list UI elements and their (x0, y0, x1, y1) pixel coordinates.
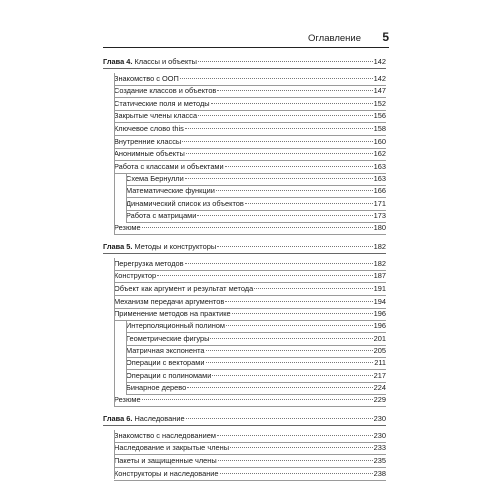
toc-section-entry (114, 296, 386, 308)
toc-guide-line (114, 73, 115, 235)
dot-leader (217, 89, 372, 91)
toc-entry-title (114, 148, 185, 160)
toc-entry-text: Бинарное дерево (126, 382, 187, 392)
toc-entry-text: Конструктор (114, 271, 157, 281)
dot-leader (187, 386, 372, 388)
toc-page-number: 196 (373, 321, 386, 331)
toc-entry-title (114, 222, 141, 234)
toc-separator-line (103, 425, 386, 426)
dot-leader (185, 127, 373, 129)
header-title: Оглавление (308, 33, 361, 44)
toc-subsection-entry (126, 173, 386, 185)
toc-entry-title (114, 430, 216, 442)
toc-entry-title (126, 370, 211, 382)
toc-entry-text: Наследование (134, 414, 185, 424)
toc-entry-title (114, 85, 216, 97)
toc-page-number: 230 (373, 430, 386, 440)
dot-leader (186, 152, 373, 154)
toc-section-entry (114, 85, 386, 97)
toc-entry-text: Объект как аргумент и результат метода (114, 283, 254, 293)
toc-page-number: 233 (373, 443, 386, 453)
toc-section-entry (114, 110, 386, 122)
toc-section-entry (114, 430, 386, 442)
toc-page-number: 229 (373, 395, 386, 405)
toc-entry-text: Закрытые члены класса (114, 111, 198, 121)
toc-entry-text: Применение методов на практике (114, 309, 231, 319)
toc-entry-text: Знакомство с ООП (114, 73, 179, 83)
toc-entry-title (126, 345, 205, 357)
toc-subsection-entry (126, 345, 386, 357)
toc-entry-text: Перегрузка методов (114, 258, 184, 268)
toc-entry-text: Анонимные объекты (114, 149, 185, 159)
toc-entry-text: Работа с классами и объектами (114, 161, 224, 171)
dot-leader (211, 102, 373, 104)
toc-entry-text: Конструкторы и наследование (114, 468, 219, 478)
toc-page-number: 224 (373, 382, 386, 392)
dot-leader (185, 177, 373, 179)
toc-chapter-entry (103, 56, 386, 68)
toc-subsection-entry (126, 198, 386, 210)
toc-page-number: 217 (373, 370, 386, 380)
toc-section-entry (114, 161, 386, 173)
dot-leader (225, 300, 372, 302)
dot-leader (232, 312, 373, 314)
toc-page-number: 163 (373, 161, 386, 171)
toc-section-entry (114, 73, 386, 85)
toc-entry-title (114, 270, 156, 282)
page-header (103, 31, 389, 48)
toc-chapter-number: Глава 6. (103, 414, 133, 424)
toc-entry-title (126, 173, 184, 185)
toc-entry-title (114, 73, 179, 85)
toc-page-number: 180 (373, 223, 386, 233)
toc-chapter-entry (103, 241, 386, 253)
toc-entry-title (103, 241, 216, 253)
toc-section-entry (114, 394, 386, 406)
toc-separator-line (103, 68, 386, 69)
toc-entry-title (114, 136, 181, 148)
toc-section-entry (114, 258, 386, 270)
toc-chapter-number: Глава 4. (103, 57, 133, 66)
toc-section-entry (114, 442, 386, 454)
toc-entry-text: Интерполяционный полином (126, 321, 225, 331)
toc-entry-title (114, 98, 210, 110)
toc-guide-line (114, 258, 115, 407)
toc-entry-text: Матричная экспонента (126, 346, 205, 355)
toc-entry-text: Операции с полиномами (126, 370, 212, 380)
toc-entry-title (114, 258, 184, 270)
toc-section-entry (114, 123, 386, 135)
toc-page-number: 182 (373, 258, 386, 268)
toc-entry-title (103, 56, 197, 68)
dot-leader (198, 60, 373, 62)
dot-leader (212, 374, 372, 376)
toc-entry-title (126, 382, 186, 394)
toc-page-number: 142 (373, 57, 386, 66)
toc-page-number: 162 (373, 149, 386, 159)
toc-entry-text: Математические функции (126, 186, 215, 196)
toc-entry-text: Схема Бернулли (126, 174, 184, 183)
toc-entry-title (126, 357, 205, 369)
dot-leader (225, 165, 373, 167)
toc-section-entry (114, 222, 386, 234)
toc-separator-line (103, 253, 386, 254)
toc-chapter-entry (103, 413, 386, 425)
dot-leader (216, 189, 373, 191)
toc-separator-line (114, 234, 386, 235)
toc-entry-title (114, 161, 224, 173)
toc-page-number: 152 (373, 98, 386, 108)
toc-chapter-number: Глава 5. (103, 242, 133, 252)
toc-page-number: 173 (373, 210, 386, 220)
toc-guide-line (126, 320, 127, 394)
toc-page-number: 182 (373, 242, 386, 252)
toc-page-number: 147 (373, 86, 386, 96)
toc-entry-title (114, 283, 253, 295)
toc-entry-text: Операции с векторами (126, 358, 205, 368)
dot-leader (185, 262, 373, 264)
header-page-number: 5 (382, 30, 389, 44)
toc-separator-line (114, 406, 386, 407)
toc-section-entry (114, 308, 386, 320)
toc-page-number: 211 (374, 358, 386, 368)
dot-leader (186, 417, 373, 419)
dot-leader (197, 214, 372, 216)
toc-guide-line (114, 430, 115, 480)
toc-entry-title (126, 198, 244, 210)
toc-entry-text: Геометрические фигуры (126, 333, 210, 343)
dot-leader (210, 337, 372, 339)
toc-section-entry (114, 136, 386, 148)
dot-leader (230, 446, 373, 448)
toc-section-entry (114, 455, 386, 467)
toc-page-number: 238 (373, 468, 386, 478)
dot-leader (218, 459, 373, 461)
toc-section-entry (114, 148, 386, 160)
toc-section-entry (114, 98, 386, 110)
toc-entry-text: Классы и объекты (134, 57, 197, 66)
dot-leader (182, 140, 372, 142)
toc-page-number: 156 (373, 111, 386, 121)
toc-entry-text: Резюме (114, 223, 141, 233)
toc-page-number: 205 (373, 346, 386, 355)
toc-page-number: 163 (373, 174, 386, 183)
toc-page-number: 187 (373, 271, 386, 281)
toc-entry-title (103, 413, 185, 425)
toc-page-number: 196 (373, 309, 386, 319)
toc-page-number: 201 (373, 333, 386, 343)
toc-entry-text: Динамический список из объектов (126, 198, 244, 208)
dot-leader (198, 114, 373, 116)
toc-section-entry (114, 283, 386, 295)
toc-page-number: 160 (373, 136, 386, 146)
toc-entry-text: Создание классов и объектов (114, 86, 217, 96)
toc-entry-title (114, 442, 229, 454)
dot-leader (142, 226, 373, 228)
toc-entry-text: Наследование и закрытые члены (114, 443, 230, 453)
toc-entry-title (114, 110, 197, 122)
dot-leader (217, 434, 373, 436)
toc-page-number: 191 (373, 283, 386, 293)
toc-page-number: 194 (373, 296, 386, 306)
toc-subsection-entry (126, 370, 386, 382)
toc-entry-text: Знакомство с наследованием (114, 430, 216, 440)
toc-section-entry (114, 270, 386, 282)
toc-entry-text: Пакеты и защищенные члены (114, 455, 217, 465)
dot-leader (254, 287, 372, 289)
toc-entry-text: Работа с матрицами (126, 210, 197, 220)
toc-subsection-entry (126, 185, 386, 197)
toc-subsection-entry (126, 357, 386, 369)
toc-subsection-entry (126, 320, 386, 332)
toc-entry-title (126, 320, 225, 332)
toc-subsection-entry (126, 333, 386, 345)
toc-page-number: 171 (373, 198, 386, 208)
dot-leader (157, 274, 373, 276)
toc-page-number: 142 (373, 73, 386, 83)
dot-leader (226, 324, 373, 326)
toc-entry-title (114, 394, 141, 406)
toc-page-number: 158 (373, 123, 386, 133)
toc-entry-text: Внутренние классы (114, 136, 182, 146)
toc-entry-title (114, 296, 224, 308)
dot-leader (217, 245, 373, 247)
toc-entry-title (114, 455, 217, 467)
dot-leader (142, 398, 373, 400)
toc-page-number: 166 (373, 186, 386, 196)
toc-entry-title (114, 123, 184, 135)
toc-entry-title (126, 210, 196, 222)
toc-separator-line (114, 480, 386, 481)
toc-entry-title (126, 185, 215, 197)
toc-entry-text: Механизм передачи аргументов (114, 296, 225, 306)
toc-page-number: 230 (373, 414, 386, 424)
toc-entry-text: Ключевое слово this (114, 123, 184, 133)
dot-leader (245, 202, 373, 204)
toc-entry-text: Методы и конструкторы (134, 242, 217, 252)
toc-section-entry (114, 468, 386, 480)
toc-guide-line (126, 173, 127, 222)
toc-entry-title (126, 333, 209, 345)
dot-leader (206, 361, 374, 363)
toc-entry-title (114, 308, 231, 320)
dot-leader (206, 349, 373, 351)
toc-subsection-entry (126, 382, 386, 394)
toc-entry-title (114, 468, 219, 480)
toc-page-number: 235 (373, 455, 386, 465)
toc-entry-text: Резюме (114, 395, 141, 405)
dot-leader (220, 472, 373, 474)
toc-subsection-entry (126, 210, 386, 222)
dot-leader (180, 77, 373, 79)
toc-entry-text: Статические поля и методы (114, 98, 210, 108)
